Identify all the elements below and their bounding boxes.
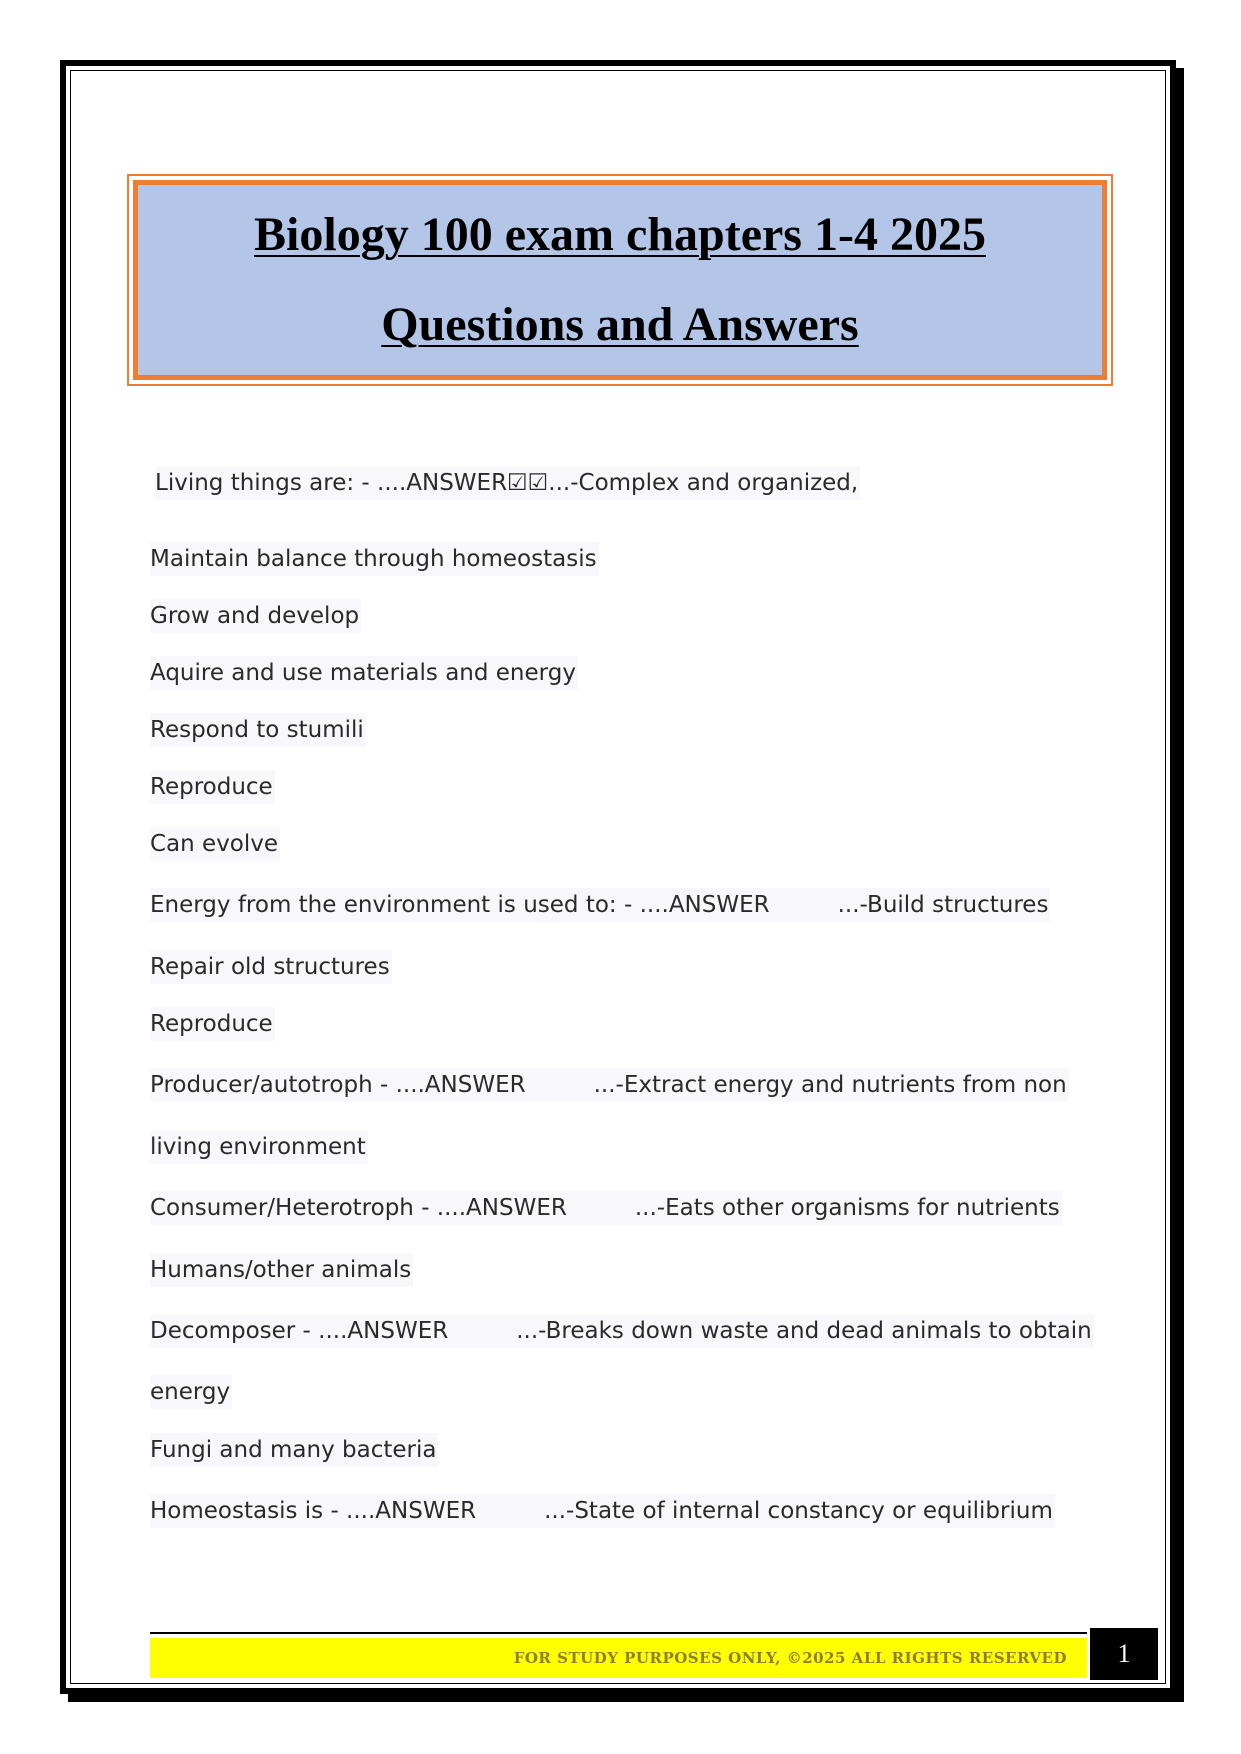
qa-question: Producer/autotroph - ....ANSWER — [150, 1072, 526, 1098]
title-box-inner — [133, 180, 1107, 380]
qa-question: energy — [150, 1379, 231, 1405]
qa-answer: ...-Eats other organisms for nutrients — [634, 1195, 1060, 1221]
qa-line — [150, 713, 366, 747]
qa-answer: ...-State of internal constancy or equilibrium — [544, 1498, 1053, 1524]
page-number: 1 — [1090, 1628, 1158, 1680]
qa-question: Maintain balance through homeostasis — [150, 546, 597, 572]
qa-line — [150, 827, 280, 861]
qa-question: living environment — [150, 1134, 366, 1160]
qa-question: Can evolve — [150, 831, 279, 857]
qa-question: Decomposer - ....ANSWER — [150, 1318, 449, 1344]
qa-question: Grow and develop — [150, 603, 360, 629]
qa-line — [150, 950, 392, 984]
qa-line — [150, 1433, 438, 1467]
footer-rule — [150, 1632, 1087, 1634]
page-subtitle: Questions and Answers — [381, 298, 859, 351]
qa-answer: ...-Extract energy and nutrients from non — [593, 1072, 1067, 1098]
qa-line — [150, 1191, 1062, 1225]
qa-question: Homeostasis is - ....ANSWER — [150, 1498, 477, 1524]
qa-line — [150, 1375, 232, 1409]
qa-question: Repair old structures — [150, 954, 390, 980]
qa-line — [150, 770, 275, 804]
qa-line — [150, 1007, 275, 1041]
qa-question: Energy from the environment is used to: - ....ANSWER — [150, 892, 770, 918]
footer-notice: FOR STUDY PURPOSES ONLY, ©2025 ALL RIGHTS RESERVED — [150, 1638, 1087, 1678]
page-title: Biology 100 exam chapters 1-4 2025 — [254, 208, 986, 261]
qa-line — [155, 466, 860, 500]
qa-question: Humans/other animals — [150, 1257, 412, 1283]
qa-line — [150, 1314, 1094, 1348]
qa-question: Living things are: - ....ANSWER☑☑...-Complex and organized, — [155, 470, 859, 496]
qa-line — [150, 542, 599, 576]
qa-question: Fungi and many bacteria — [150, 1437, 437, 1463]
qa-question: Consumer/Heterotroph - ....ANSWER — [150, 1195, 567, 1221]
qa-line — [150, 1494, 1055, 1528]
qa-line — [150, 656, 578, 690]
qa-question: Reproduce — [150, 774, 273, 800]
qa-answer: ...-Build structures — [837, 892, 1049, 918]
qa-line — [150, 1068, 1069, 1102]
qa-line — [150, 1253, 413, 1287]
qa-answer: ...-Breaks down waste and dead animals to obtain — [516, 1318, 1092, 1344]
qa-line — [150, 599, 361, 633]
title-box — [127, 174, 1113, 386]
qa-line — [150, 1130, 368, 1164]
qa-question: Respond to stumili — [150, 717, 364, 743]
qa-question: Reproduce — [150, 1011, 273, 1037]
qa-line — [150, 888, 1050, 922]
qa-question: Aquire and use materials and energy — [150, 660, 576, 686]
